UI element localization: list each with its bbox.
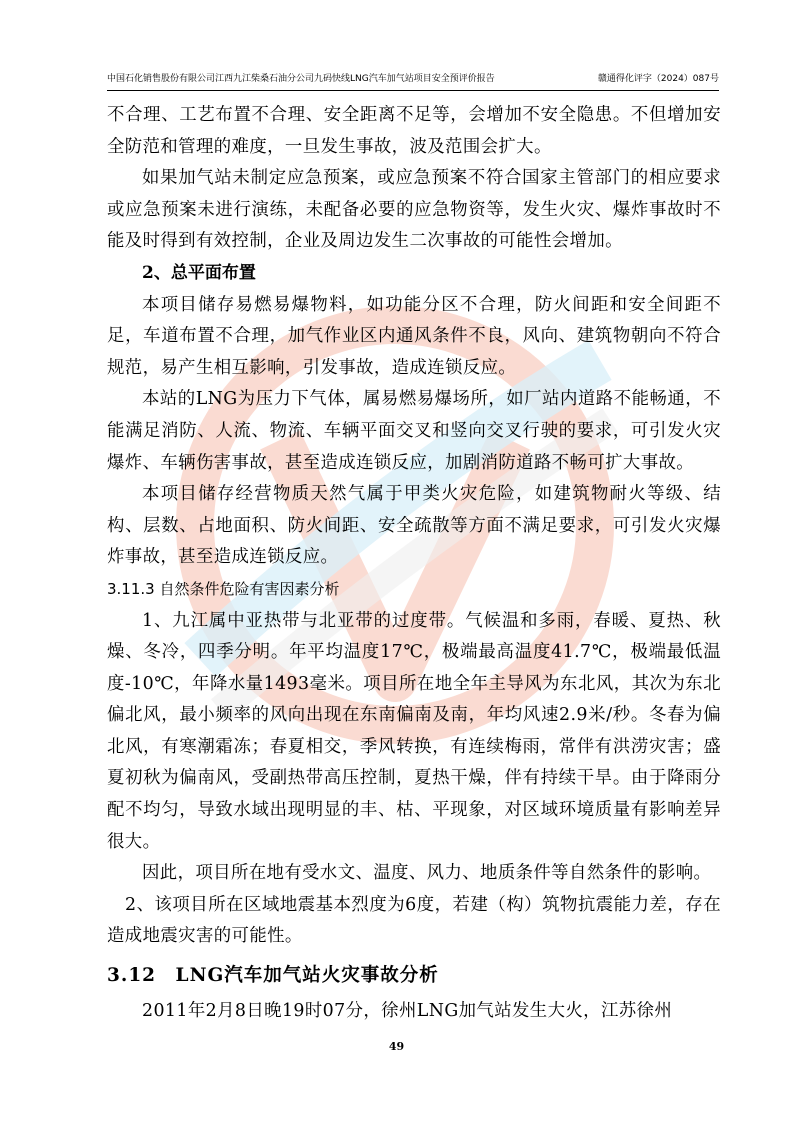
page-header: [107, 70, 719, 91]
paragraph: 如果加气站未制定应急预案，或应急预案不符合国家主管部门的相应要求或应急预案未进行演练，未配备必要的应急物资等，发生火灾、爆炸事故时不能及时得到有效控制，企业及周边发生二次事故的可能性会增加。: [107, 168, 721, 252]
section-heading-3-12: 3.12 LNG汽车加气站火灾事故分析: [107, 965, 439, 987]
paragraph: 不合理、工艺布置不合理、安全距离不足等，会增加不安全隐患。不但增加安全防范和管理的难度，一旦发生事故，波及范围会扩大。: [107, 105, 721, 157]
paragraph: 2、该项目所在区域地震基本烈度为6度，若建（构）筑物抗震能力差，存在造成地震灾害的可能性。: [107, 894, 721, 947]
paragraph: 本站的LNG为压力下气体，属易燃易爆场所，如厂站内道路不能畅通，不能满足消防、人流、物流、车辆平面交叉和竖向交叉行驶的要求，可引发火灾爆炸、车辆伤害事故，甚至造成连锁反应，加剧消防道路不畅可扩大事故。: [107, 389, 721, 473]
page-number: 49: [388, 1040, 405, 1053]
header-report-title: 中国石化销售股份有限公司江西九江柴桑石油分公司九码快线LNG汽车加气站项目安全预评价报告: [107, 74, 495, 84]
paragraph: 1、九江属中亚热带与北亚带的过度带。气候温和多雨，春暖、夏热、秋燥、冬冷，四季分明。年平均温度17℃，极端最高温度41.7℃，极端最低温度-10℃，年降水量1493毫米。项目所在地全年主导风为东北风，其次为东北偏北风，最小频率的风向出现在东南偏南及南，年均风速2.9米/秒。冬春为偏北风，有寒潮霜冻；春夏相交，季风转换，有连续梅雨，常伴有洪涝灾害；盛夏初秋为偏南风，受副热带高压控制，夏热干燥，伴有持续干旱。由于降雨分配不均匀，导致水域出现明显的丰、枯、平现象，对区域环境质量有影响差异很大。: [107, 610, 721, 852]
header-report-number: 赣通得化评字（2024）087号: [597, 74, 719, 84]
paragraph: 因此，项目所在地有受水文、温度、风力、地质条件等自然条件的影响。: [142, 863, 712, 884]
paragraph: 本项目储存经营物质天然气属于甲类火灾危险，如建筑物耐火等级、结构、层数、占地面积、防火间距、安全疏散等方面不满足要求，可引发火灾爆炸事故，甚至造成连锁反应。: [107, 484, 721, 568]
paragraph: 2011年2月8日晚19时07分，徐州LNG加气站发生大火，江苏徐州: [142, 1001, 673, 1022]
section-heading-3-11-3: 3.11.3 自然条件危险有害因素分析: [107, 579, 340, 598]
document-body: [107, 100, 721, 1028]
paragraph: 本项目储存易燃易爆物料，如功能分区不合理，防火间距和安全间距不足，车道布置不合理，加气作业区内通风条件不良，风向、建筑物朝向不符合规范，易产生相互影响，引发事故，造成连锁反应。: [107, 294, 721, 378]
subheading-layout: 2、总平面布置: [142, 262, 256, 283]
